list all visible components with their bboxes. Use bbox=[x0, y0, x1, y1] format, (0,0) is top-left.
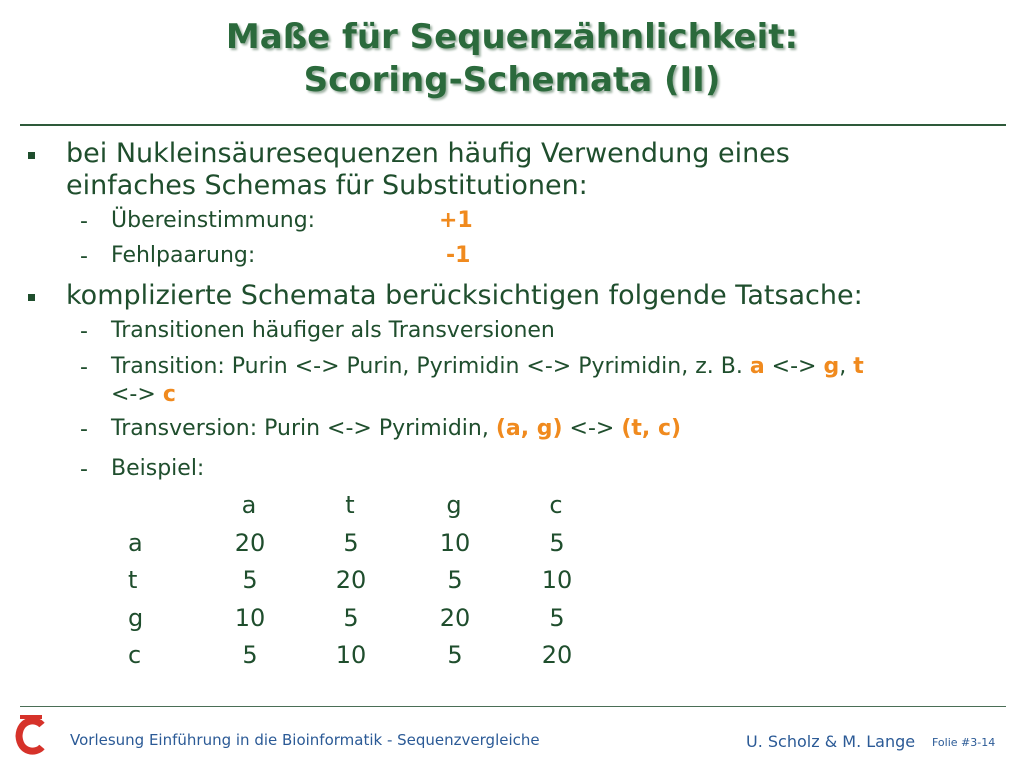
bullet-1-line1: bei Nukleinsäuresequenzen häufig Verwendung eines bbox=[66, 138, 790, 169]
footer-slide-number: Folie #3-14 bbox=[932, 736, 996, 749]
matrix-cell: 5 bbox=[549, 604, 565, 632]
purines-group: (a, g) bbox=[495, 416, 563, 441]
slide-title bbox=[0, 16, 1024, 102]
dash-marker: - bbox=[80, 209, 88, 234]
footer-divider bbox=[20, 706, 1006, 707]
slide-title-line1: Maße für Sequenzähnlichkeit: bbox=[225, 17, 799, 57]
transition-line1 bbox=[111, 353, 864, 381]
university-logo-icon bbox=[14, 715, 46, 757]
matrix-cell: 5 bbox=[447, 641, 463, 669]
matrix-cell: 5 bbox=[343, 529, 359, 557]
transversion-line bbox=[111, 415, 681, 443]
transversion-text: Transversion: Purin <-> Pyrimidin, bbox=[111, 416, 496, 441]
matrix-col-header: t bbox=[345, 491, 355, 519]
arrow-text: <-> bbox=[562, 416, 622, 441]
title-divider bbox=[20, 124, 1006, 126]
transition-text: Transition: Purin <-> Purin, Pyrimidin <-> Pyrimidin, z. B. bbox=[111, 354, 750, 379]
footer-course: Vorlesung Einführung in die Bioinformatik - Sequenzvergleiche bbox=[70, 731, 540, 749]
match-score: +1 bbox=[439, 208, 473, 233]
arrow-text: <-> bbox=[764, 354, 824, 379]
matrix-cell: 20 bbox=[439, 604, 471, 632]
bullet-square-icon bbox=[28, 152, 35, 159]
nucleotide-c: c bbox=[162, 382, 176, 407]
matrix-cell: 20 bbox=[541, 641, 573, 669]
matrix-row-header: a bbox=[128, 529, 143, 557]
matrix-cell: 10 bbox=[335, 641, 367, 669]
match-label: Übereinstimmung: bbox=[111, 208, 316, 233]
footer-authors: U. Scholz & M. Lange bbox=[746, 732, 916, 751]
dash-marker: - bbox=[80, 355, 88, 380]
matrix-row-header: c bbox=[128, 641, 142, 669]
example-label: Beispiel: bbox=[111, 456, 205, 481]
dash-marker: - bbox=[80, 457, 88, 482]
matrix-cell: 5 bbox=[242, 641, 258, 669]
matrix-col-header: g bbox=[446, 491, 462, 519]
matrix-col-header: a bbox=[241, 491, 257, 519]
bullet-square-icon bbox=[28, 294, 35, 301]
matrix-cell: 20 bbox=[335, 566, 367, 594]
dash-marker: - bbox=[80, 319, 88, 344]
matrix-row-header: t bbox=[128, 566, 138, 594]
mismatch-score: -1 bbox=[446, 243, 471, 268]
matrix-cell: 10 bbox=[439, 529, 471, 557]
nucleotide-a: a bbox=[749, 354, 765, 379]
bullet-1-line2: einfaches Schemas für Substitutionen: bbox=[66, 170, 588, 201]
matrix-cell: 5 bbox=[549, 529, 565, 557]
dash-marker: - bbox=[80, 417, 88, 442]
pyrimidines-group: (t, c) bbox=[621, 416, 682, 441]
transition-line2 bbox=[111, 381, 176, 409]
slide-title-line2: Scoring-Schemata (II) bbox=[303, 60, 721, 100]
matrix-cell: 10 bbox=[234, 604, 266, 632]
matrix-cell: 5 bbox=[447, 566, 463, 594]
matrix-row-header: g bbox=[128, 604, 144, 632]
nucleotide-g: g bbox=[823, 354, 840, 379]
arrow-text: <-> bbox=[111, 382, 163, 407]
transitions-note: Transitionen häufiger als Transversionen bbox=[111, 318, 555, 343]
matrix-cell: 5 bbox=[343, 604, 359, 632]
matrix-cell: 5 bbox=[242, 566, 258, 594]
matrix-col-header: c bbox=[549, 491, 563, 519]
matrix-cell: 10 bbox=[541, 566, 573, 594]
dash-marker: - bbox=[80, 244, 88, 269]
bullet-2-text: komplizierte Schemata berücksichtigen folgende Tatsache: bbox=[66, 280, 863, 311]
comma-text: , bbox=[839, 354, 854, 379]
mismatch-label: Fehlpaarung: bbox=[111, 243, 256, 268]
matrix-cell: 20 bbox=[234, 529, 266, 557]
nucleotide-t: t bbox=[853, 354, 864, 379]
